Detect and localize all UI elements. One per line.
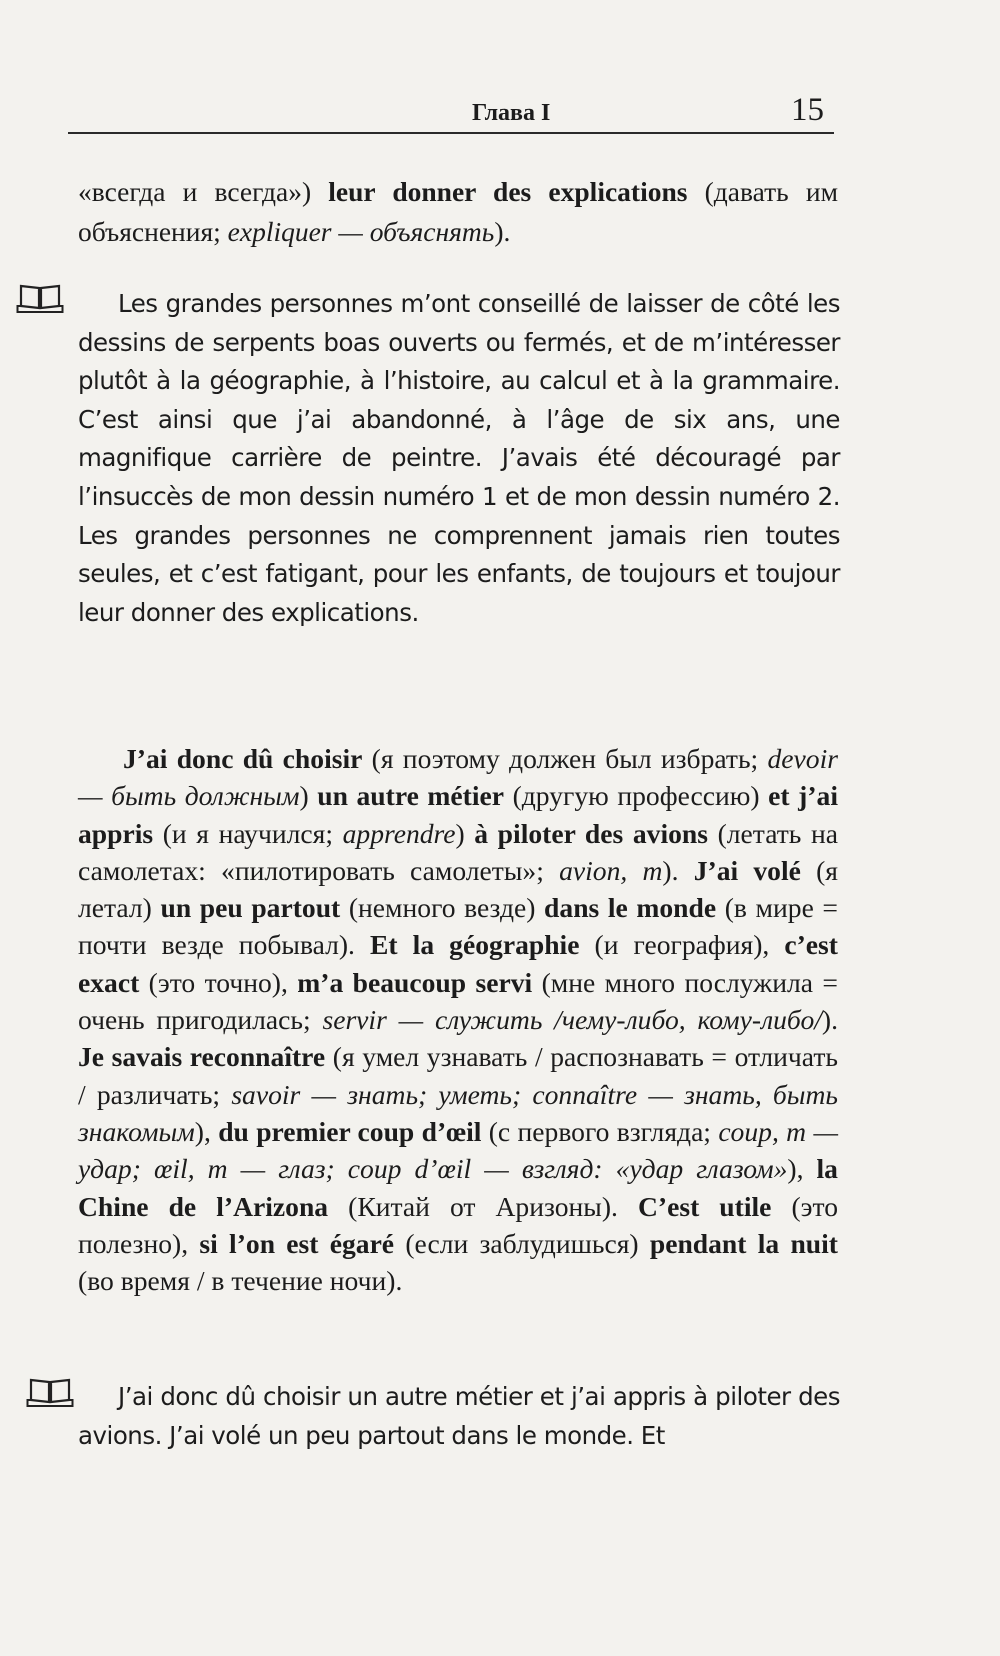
bold-run: et j’ai appris — [78, 780, 838, 849]
bold-run: Je savais reconnaître — [78, 1041, 326, 1073]
bold-run: J’ai volé — [693, 854, 801, 886]
italic-run: servir — служить /чему-либо, кому-либо/ — [322, 1004, 822, 1036]
french-original-paragraph-2: J’ai donc dû choisir un autre métier et j’ai appris à piloter des avions. J’ai volé un peu partout dans le monde. Et — [78, 1382, 840, 1450]
open-book-icon — [16, 284, 64, 314]
text-run: «всегда и всегда») — [78, 176, 329, 207]
italic-run: coup, m — удар; œil, m — глаз; coup d’œil — взгляд: «удар глазом» — [78, 1115, 838, 1185]
text-run: (я летал) — [78, 854, 838, 924]
bold-run: Et la géographie — [370, 929, 580, 961]
text-run: (в мире = почти везде побывал). — [78, 892, 838, 961]
text-run: (я умел узнавать / распознавать = отличать / различать; — [78, 1041, 838, 1110]
bold-run: la Chine de l’Arizona — [78, 1153, 838, 1222]
text-run: (с первого взгляда; — [481, 1115, 719, 1147]
bold-run: du premier coup d’œil — [218, 1115, 482, 1147]
bold-run: c’est exact — [78, 929, 838, 998]
text-run: ), — [787, 1153, 817, 1185]
text-run: (если заблудишься) — [394, 1227, 650, 1259]
text-run: (давать им объяснения; — [78, 176, 838, 247]
text-run: ), — [194, 1115, 219, 1147]
text-run: ). — [821, 1004, 838, 1036]
bold-run: leur donner des explications — [328, 176, 688, 207]
italic-run: savoir — знать; уметь; connaître — знать, быть знакомым — [78, 1078, 838, 1147]
bold-run: m’a beaucoup servi — [297, 966, 533, 998]
text-run: (и география), — [579, 929, 785, 961]
open-book-icon — [26, 1378, 74, 1408]
text-run: (это точно), — [139, 966, 298, 998]
chapter-title: Глава I — [472, 100, 551, 126]
bold-run: un autre métier — [317, 780, 504, 812]
commentary-paragraph-1 — [78, 172, 838, 252]
text-run: (и я научился; — [153, 817, 343, 849]
text-run: (во время / в течение ночи). — [78, 1265, 403, 1297]
bold-run: C’est utile — [637, 1190, 772, 1222]
text-run: (летать на самолетах: «пилотировать самолеты»; — [78, 817, 838, 886]
bold-run: J’ai donc dû choisir — [123, 743, 363, 774]
text-run: (это полезно), — [78, 1190, 838, 1259]
text-run: (другую профессию) — [504, 780, 769, 812]
text-run: ). — [662, 854, 694, 886]
bold-run: pendant la nuit — [649, 1227, 838, 1259]
italic-run: avion, m — [559, 854, 663, 886]
text-run: (я поэтому должен был избрать; — [362, 743, 768, 774]
text-run: (Китай от Аризоны). — [328, 1190, 638, 1222]
bold-run: si l’on est égaré — [199, 1227, 395, 1259]
text-run: ) — [299, 780, 318, 812]
french-original-paragraph-1: Les grandes personnes m’ont conseillé de laisser de côté les dessins de serpents boas ouverts ou fermés, et de m’intéresser plutôt à la géographie, à l’histoire, au calcul et à la grammaire. C’est ainsi que j’ai abandonné, à l’âge de six ans, une magnifique carrière de peintre. J’avais été découragé par l’insuccès de mon dessin numéro 1 et de mon dessin numéro 2. Les grandes personnes ne comprennent jamais rien toutes seules, et c’est fatigant, pour les enfants, de toujours et toujour leur donner des explications. — [78, 289, 840, 627]
running-header — [68, 92, 834, 134]
bold-run: dans le monde — [544, 892, 717, 924]
text-run: (немного везде) — [340, 892, 545, 924]
page-number: 15 — [791, 92, 824, 128]
text-run: (мне много послужила = очень пригодилась; — [78, 966, 838, 1036]
italic-run: apprendre — [342, 817, 456, 849]
commentary-paragraph-2 — [78, 740, 838, 1299]
italic-run: expliquer — объяснять — [227, 216, 495, 247]
text-run: ). — [494, 216, 511, 247]
italic-run: devoir — быть должным — [78, 743, 838, 812]
bold-run: à piloter des avions — [474, 817, 708, 849]
bold-run: un peu partout — [160, 892, 341, 924]
text-run: ) — [455, 817, 475, 849]
